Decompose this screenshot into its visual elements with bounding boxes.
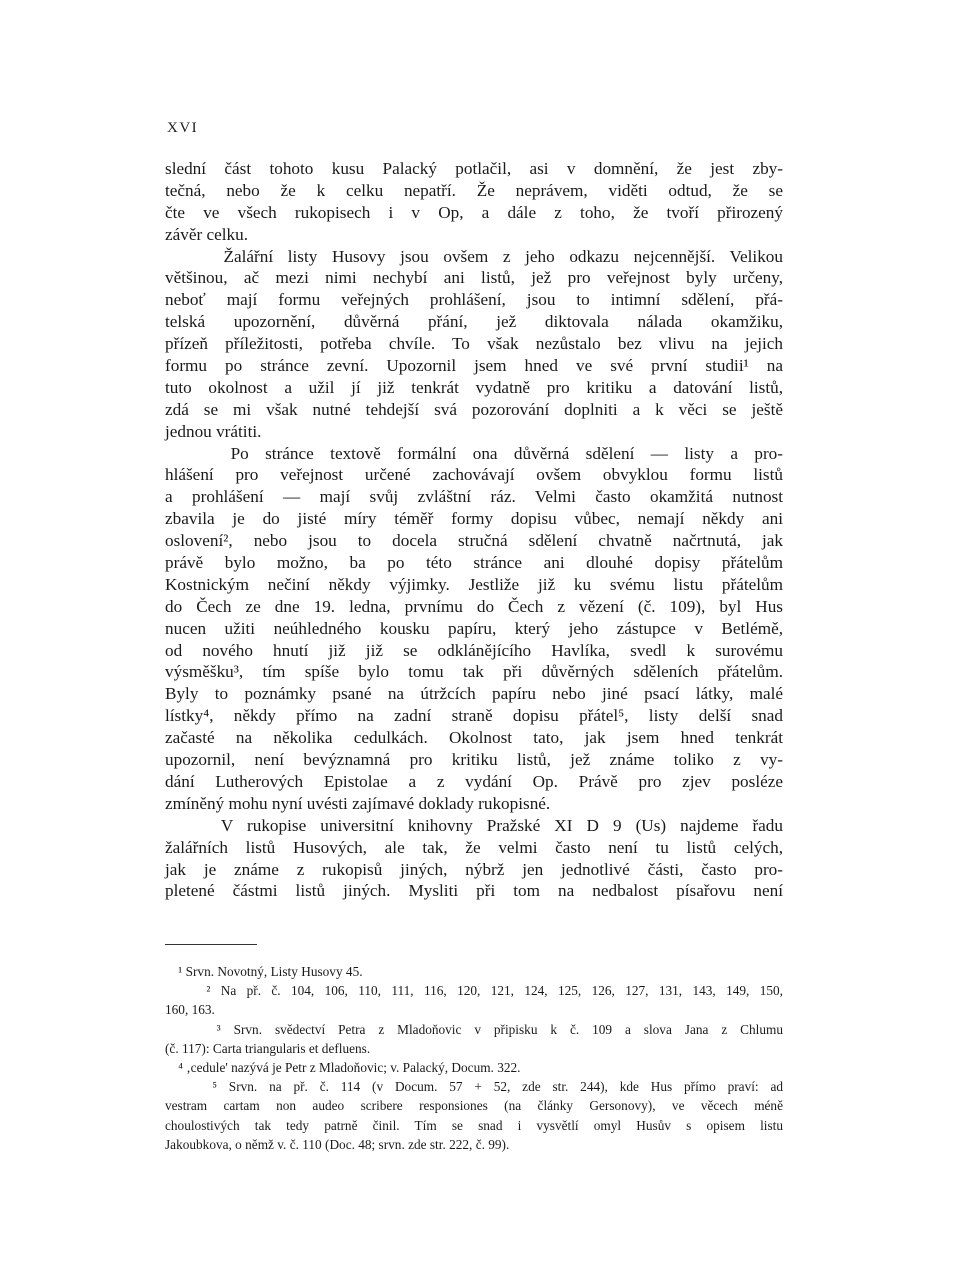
paragraph-3 — [165, 443, 783, 815]
text-line: telská upozornění, důvěrná přání, jež diktovala nálada okamžiku, — [165, 312, 783, 332]
text-line: zdá se mi však nutné tehdejší svá pozorování doplniti a k věci se ještě — [165, 399, 783, 419]
footnote-line: (č. 117): Carta triangularis et defluens. — [165, 1040, 371, 1056]
main-text — [165, 158, 783, 902]
footnotes — [165, 962, 783, 1154]
page-number: XVI — [167, 120, 199, 136]
text-line: tečná, nebo že k celku nepatří. Že neprávem, viděti odtud, že se — [165, 180, 783, 200]
text-line: slední část tohoto kusu Palacký potlačil, asi v domnění, že jest zby- — [165, 159, 783, 178]
text-line: většinou, ač mezi nimi nechybí ani listů, jež pro veřejnost byly určeny, — [165, 268, 783, 288]
footnote-3 — [165, 1020, 783, 1058]
text-line: oslovení², nebo jsou to docela stručná sdělení chvatně načrtnutá, jak — [165, 531, 783, 551]
text-line: jednou vrátiti. — [165, 421, 262, 441]
text-line: lístky⁴, někdy přímo na zadní straně dopisu přátel⁵, listy delší snad — [165, 706, 783, 726]
text-line: přízeň příležitosti, potřeba chvíle. To však nezůstalo bez vlivu na jejich — [165, 334, 783, 354]
footnote-2 — [165, 981, 783, 1019]
text-line: začasté na několika cedulkách. Okolnost tato, jak jsem hned tenkrát — [165, 728, 783, 748]
text-line: hlášení pro veřejnost určené zachovávají ovšem obvyklou formu listů — [165, 465, 783, 485]
text-line: do Čech ze dne 19. ledna, prvnímu do Čech z vězení (č. 109), byl Hus — [165, 596, 783, 616]
text-line: neboť mají formu veřejných prohlášení, jsou to intimní sdělení, přá- — [165, 290, 783, 310]
text-line: zmíněný mohu nyní uvésti zajímavé doklady rukopisné. — [165, 793, 551, 813]
text-line: výsměšku³, tím spíše bylo tomu tak při důvěrných sděleních přátelům. — [165, 662, 783, 682]
footnote-1 — [165, 962, 783, 981]
text-line: nucen užiti neúhledného kousku papíru, který jeho zástupce v Betlémě, — [165, 618, 783, 638]
paragraph-4 — [165, 815, 783, 903]
footnote-divider — [165, 944, 257, 945]
text-line: tuto okolnost a užil jí již tenkrát vydatně pro kritiku a datování listů, — [165, 377, 783, 397]
footnote-line: Jakoubkova, o němž v. č. 110 (Doc. 48; srvn. zde str. 222, č. 99). — [165, 1136, 510, 1152]
footnote-line: 160, 163. — [165, 1002, 215, 1018]
text-line: zbavila je do jisté míry téměř formy dopisu vůbec, nemají někdy ani — [165, 509, 783, 529]
text-line: pletené částmi listů jiných. Mysliti při tom na nedbalost písařovu není — [165, 881, 783, 901]
paragraph-2 — [165, 246, 783, 443]
footnote-4 — [165, 1058, 783, 1077]
footnote-line: ³ Srvn. svědectví Petra z Mladoňovic v připisku k č. 109 a slova Jana z Chlumu — [165, 1021, 783, 1037]
text-line: právě bylo možno, ba po této stránce ani dlouhé dopisy přátelům — [165, 553, 783, 573]
footnote-line: ⁴ ‚cedule' nazývá je Petr z Mladoňovic; v. Palacký, Docum. 322. — [165, 1059, 521, 1075]
text-line: Byly to poznámky psané na útržcích papíru nebo jiné psací látky, malé — [165, 684, 783, 704]
footnote-line: vestram cartam non audeo scribere responsiones (na články Gersonovy), ve věcech méně — [165, 1098, 783, 1114]
text-line: čte ve všech rukopisech i v Op, a dále z toho, že tvoří přirozený — [165, 202, 783, 222]
text-line: dání Lutherových Epistolae a z vydání Op. Právě pro zjev posléze — [165, 771, 783, 791]
text-line: V rukopise universitní knihovny Pražské XI D 9 (Us) najdeme řadu — [165, 815, 783, 835]
footnote-line: choulostivých tak tedy patrně činil. Tím se snad i vysvětlí omyl Husův s opisem listu — [165, 1117, 783, 1133]
text-line: Žalářní listy Husovy jsou ovšem z jeho odkazu nejcennější. Velikou — [165, 246, 783, 266]
text-line: žalářních listů Husových, ale tak, že velmi často není tu listů celých, — [165, 837, 783, 857]
text-line: Po stránce textově formální ona důvěrná sdělení — listy a pro- — [165, 443, 783, 463]
footnote-line: ² Na př. č. 104, 106, 110, 111, 116, 120, 121, 124, 125, 126, 127, 131, 143, 149, 150, — [165, 983, 783, 999]
text-line: od nového hnutí již již se odklánějícího Havlíka, svedl k surovému — [165, 640, 783, 660]
footnote-line: ⁵ Srvn. na př. č. 114 (v Docum. 57 + 52, zde str. 244), kde Hus přímo praví: ad — [165, 1079, 783, 1095]
footnote-5 — [165, 1077, 783, 1154]
paragraph-1 — [165, 158, 783, 246]
footnote-line: ¹ Srvn. Novotný, Listy Husovy 45. — [165, 964, 363, 979]
text-line: závěr celku. — [165, 224, 249, 244]
text-line: a prohlášení — mají svůj zvláštní ráz. Velmi často okamžitá nutnost — [165, 487, 783, 507]
text-line: Kostnickým nečiní někdy výjimky. Jestliže již ku svému listu přátelům — [165, 574, 783, 594]
text-line: upozornil, není bevýznamná pro kritiku listů, jež známe toliko z vy- — [165, 750, 783, 770]
text-line: jak je známe z rukopisů jiných, nýbrž jen jednotlivé části, často pro- — [165, 859, 783, 879]
text-line: formu po stránce zevní. Upozornil jsem hned ve své první studii¹ na — [165, 356, 783, 376]
